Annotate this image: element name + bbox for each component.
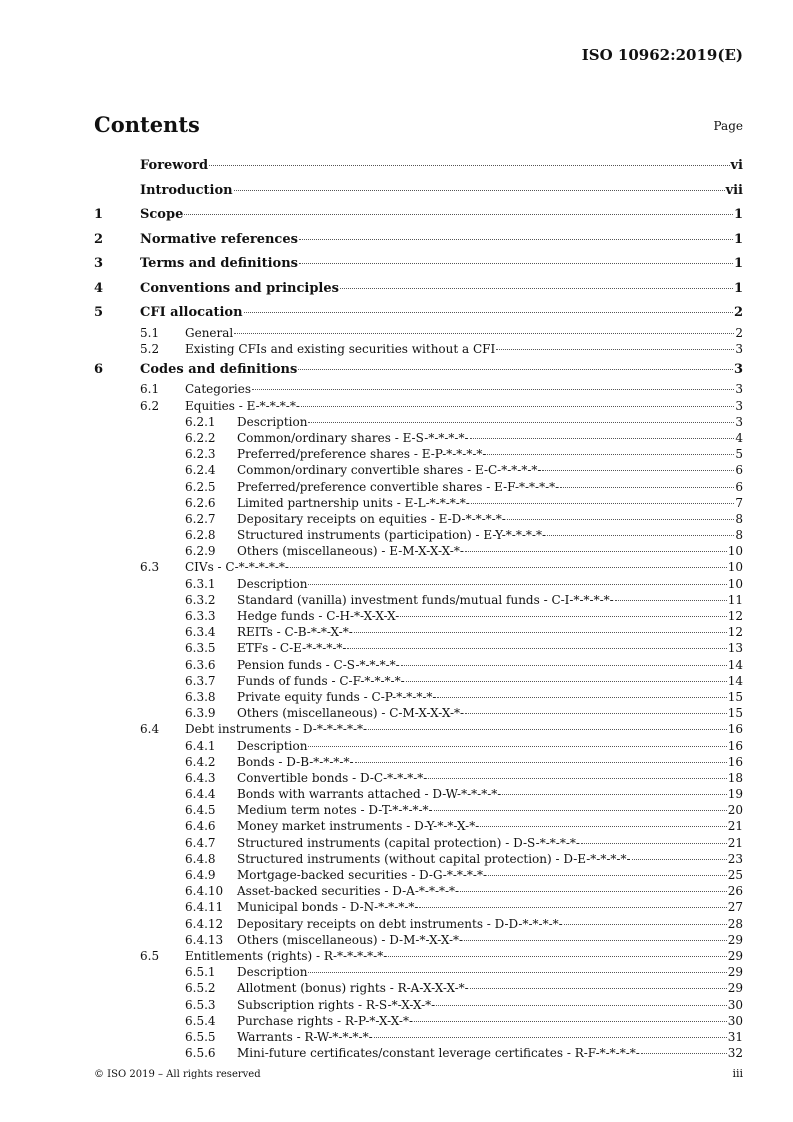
toc-entry-page: 29	[727, 965, 743, 980]
toc-entry[interactable]	[94, 624, 743, 640]
toc-entry-number: 6.4.1	[185, 738, 216, 753]
toc-entry-title: CIVs - C-*-*-*-*-*-	[185, 560, 289, 575]
toc-entry[interactable]	[94, 495, 743, 511]
toc-entry-number: 2	[94, 231, 104, 247]
dot-leader	[470, 988, 727, 989]
toc-entry-page: 16	[727, 738, 743, 753]
toc-entry-title: ETFs - C-E-*-*-*-*-	[237, 641, 347, 656]
dot-leader	[368, 729, 727, 730]
toc-entry-title: Subscription rights - R-S-*-X-X-*-	[237, 997, 436, 1012]
toc-entry-title: Description	[237, 576, 308, 591]
toc-entry[interactable]	[94, 430, 743, 446]
toc-entry-title: Structured instruments (capital protection) - D-S-*-*-*-*-	[237, 835, 580, 850]
dot-leader	[428, 778, 726, 779]
toc-entry[interactable]	[94, 997, 743, 1013]
toc-entry[interactable]	[94, 325, 743, 341]
toc-entry-number: 6.2.7	[185, 511, 216, 526]
toc-entry-title: Codes and definitions	[140, 361, 298, 377]
toc-entry[interactable]	[94, 980, 743, 996]
dot-leader	[406, 681, 727, 682]
dot-leader	[184, 214, 733, 215]
toc-entry-page: 5	[735, 447, 743, 462]
toc-entry[interactable]	[94, 754, 743, 770]
dot-leader	[560, 487, 734, 488]
toc-entry[interactable]	[94, 1013, 743, 1029]
dot-leader	[308, 584, 726, 585]
toc-entry-title: Convertible bonds - D-C-*-*-*-*-	[237, 770, 428, 785]
toc-entry-title: REITs - C-B-*-*-X-*-	[237, 625, 353, 640]
toc-entry-number: 6.4.3	[185, 770, 216, 785]
dot-leader	[502, 794, 726, 795]
dot-leader	[290, 567, 727, 568]
toc-entry-page: 16	[727, 722, 743, 737]
toc-entry-page: 30	[727, 997, 743, 1012]
toc-entry-title: Private equity funds - C-P-*-*-*-*-	[237, 689, 437, 704]
dot-leader	[234, 190, 725, 191]
dot-leader	[401, 665, 727, 666]
toc-entry[interactable]	[94, 657, 743, 673]
toc-entry-title: Debt instruments - D-*-*-*-*-*-	[185, 722, 368, 737]
toc-entry-number: 6.3.5	[185, 641, 216, 656]
toc-entry-number: 6.2.4	[185, 463, 216, 478]
toc-entry-number: 6.2.2	[185, 430, 216, 445]
toc-entry-number: 3	[94, 256, 104, 271]
toc-entry[interactable]	[94, 358, 743, 382]
dot-leader	[581, 843, 727, 844]
toc-entry-page: 10	[727, 544, 743, 559]
toc-entry-page: 4	[735, 430, 743, 445]
dot-leader	[564, 924, 727, 925]
toc-entry-page: 30	[727, 1013, 743, 1028]
toc-entry-title: Introduction	[140, 182, 233, 198]
toc-entry-page: 14	[727, 673, 743, 688]
toc-entry-number: 6.3.6	[185, 657, 216, 672]
toc-entry-title: CFI allocation	[140, 305, 243, 320]
dot-leader	[299, 263, 733, 264]
dot-leader	[354, 632, 727, 633]
toc-entry-page: 2	[733, 305, 743, 320]
toc-entry[interactable]	[94, 301, 743, 325]
contents-heading-row	[94, 112, 743, 140]
toc-entry[interactable]	[94, 277, 743, 301]
toc-entry[interactable]	[94, 576, 743, 592]
dot-leader	[234, 333, 734, 334]
toc-entry-page: 3	[735, 414, 743, 429]
toc-entry[interactable]	[94, 527, 743, 543]
toc-entry[interactable]	[94, 511, 743, 527]
dot-leader	[542, 470, 734, 471]
toc-entry-page: 6	[735, 463, 743, 478]
toc-entry-number: 5.2	[140, 341, 160, 356]
dot-leader	[464, 940, 727, 941]
toc-entry-title: Conventions and principles	[140, 280, 339, 296]
toc-entry-page: 1	[733, 280, 743, 296]
toc-entry-page: 3	[735, 382, 743, 397]
toc-entry-title: Municipal bonds - D-N-*-*-*-*-	[237, 900, 419, 915]
toc-entry-number: 6.3	[140, 560, 160, 575]
toc-entry-page: 7	[735, 495, 743, 510]
toc-entry-number: 6.4.4	[185, 787, 216, 802]
toc-entry-number: 6.4.5	[185, 803, 216, 818]
toc-entry-title: Others (miscellaneous) - D-M-*-X-X-*-	[237, 932, 464, 947]
toc-entry-page: 3	[735, 341, 743, 356]
toc-entry-title: Equities - E-*-*-*-*-	[185, 398, 300, 413]
dot-leader	[437, 697, 726, 698]
toc-entry-page: 25	[727, 868, 743, 882]
dot-leader	[632, 859, 727, 860]
toc-entry[interactable]	[94, 770, 743, 786]
toc-entry-title: General	[185, 325, 234, 340]
toc-entry[interactable]	[94, 705, 743, 721]
toc-entry[interactable]	[94, 381, 743, 397]
toc-entry-page: 14	[727, 657, 743, 672]
toc-entry-title: Medium term notes - D-T-*-*-*-*-	[237, 803, 433, 818]
toc-entry-number: 4	[94, 280, 104, 296]
toc-entry-page: vi	[730, 158, 743, 173]
toc-entry-page: 10	[727, 576, 743, 591]
toc-entry-page: 3	[733, 361, 743, 377]
dot-leader	[465, 551, 727, 552]
dot-leader	[465, 713, 727, 714]
toc-entry[interactable]	[94, 398, 743, 414]
toc-entry-page: 20	[727, 803, 743, 818]
dot-leader	[547, 535, 734, 536]
toc-entry-number: 6.4.11	[185, 900, 224, 915]
toc-entry[interactable]	[94, 228, 743, 252]
toc-entry[interactable]	[94, 446, 743, 462]
toc-entry-number: 6.2.3	[185, 447, 216, 462]
toc-entry-number: 6.2.8	[185, 528, 216, 543]
dot-leader	[436, 1005, 726, 1006]
toc-entry[interactable]	[94, 899, 743, 915]
toc-entry-page: 1	[733, 256, 743, 271]
toc-entry[interactable]	[94, 608, 743, 624]
toc-entry-page: 8	[735, 511, 743, 526]
dot-leader	[488, 875, 727, 876]
toc-entry[interactable]	[94, 462, 743, 478]
toc-entry-title: Structured instruments (without capital protection) - D-E-*-*-*-*-	[237, 851, 631, 866]
toc-entry-page: 29	[727, 932, 743, 947]
toc-entry-page: 12	[727, 625, 743, 640]
toc-entry[interactable]	[94, 559, 743, 575]
toc-entry[interactable]	[94, 818, 743, 834]
toc-entry[interactable]	[94, 883, 743, 899]
toc-entry[interactable]	[94, 689, 743, 705]
toc-entry-page: 32	[727, 1046, 743, 1061]
toc-entry[interactable]	[94, 479, 743, 495]
toc-entry[interactable]	[94, 964, 743, 980]
toc-entry-title: Scope	[140, 207, 184, 222]
toc-entry-title: Hedge funds - C-H-*-X-X-X-	[237, 609, 400, 623]
toc-entry-page: 16	[727, 754, 743, 769]
dot-leader	[252, 389, 734, 390]
toc-entry-number: 6.3.4	[185, 625, 216, 640]
toc-entry-number: 6.3.3	[185, 609, 216, 623]
dot-leader	[308, 422, 734, 423]
toc-entry-title: Standard (vanilla) investment funds/mutual funds - C-I-*-*-*-*-	[237, 592, 614, 607]
toc-entry-number: 6.3.7	[185, 673, 216, 688]
toc-entry-title: Pension funds - C-S-*-*-*-*-	[237, 657, 400, 672]
toc-entry-number: 5.1	[140, 325, 160, 340]
toc-entry-title: Description	[237, 965, 308, 980]
toc-entry-page: 15	[727, 706, 743, 721]
toc-entry-number: 6.5.3	[185, 997, 216, 1012]
dot-leader	[470, 438, 735, 439]
toc-entry-page: 18	[727, 770, 743, 785]
toc-entry-number: 6.4.2	[185, 754, 216, 769]
page-column-label: Page	[713, 119, 743, 133]
toc-entry-page: 31	[727, 1029, 743, 1044]
copyright-notice: © ISO 2019 – All rights reserved	[94, 1069, 261, 1080]
toc-entry[interactable]	[94, 948, 743, 964]
toc-entry-page: 6	[735, 479, 743, 494]
toc-entry[interactable]	[94, 786, 743, 802]
toc-entry-title: Depositary receipts on equities - E-D-*-*-*-*-	[237, 511, 506, 526]
toc-entry[interactable]	[94, 738, 743, 754]
toc-entry-page: 8	[735, 528, 743, 543]
toc-entry[interactable]	[94, 203, 743, 227]
toc-entry-page: vii	[725, 182, 743, 198]
toc-entry-title: Mortgage-backed securities - D-G-*-*-*-*-	[237, 868, 488, 882]
dot-leader	[308, 972, 726, 973]
toc-entry-number: 6.3.1	[185, 576, 216, 591]
toc-entry-number: 6.2.9	[185, 544, 216, 559]
toc-entry-title: Common/ordinary shares - E-S-*-*-*-*-	[237, 430, 469, 445]
toc-entry-title: Existing CFIs and existing securities without a CFI	[185, 341, 496, 356]
toc-entry-number: 6.2	[140, 398, 160, 413]
toc-entry[interactable]	[94, 867, 743, 883]
toc-entry-number: 6.5.2	[185, 981, 216, 996]
toc-entry-title: Bonds - D-B-*-*-*-*-	[237, 754, 354, 769]
toc-entry-page: 19	[727, 787, 743, 802]
toc-entry-title: Bonds with warrants attached - D-W-*-*-*-*-	[237, 787, 502, 802]
toc-entry-number: 6.5.1	[185, 965, 216, 980]
dot-leader	[340, 288, 733, 289]
toc-entry-page: 3	[735, 398, 743, 413]
toc-entry-title: Preferred/preference convertible shares - E-F-*-*-*-*-	[237, 479, 560, 494]
toc-entry[interactable]	[94, 341, 743, 357]
toc-entry-page: 29	[727, 948, 743, 963]
toc-entry-number: 6.4.6	[185, 819, 216, 834]
toc-entry-title: Description	[237, 738, 308, 753]
toc-entry-page: 23	[727, 851, 743, 866]
dot-leader	[460, 891, 727, 892]
dot-leader	[374, 1037, 727, 1038]
toc-entry-title: Common/ordinary convertible shares - E-C-*-*-*-*-	[237, 463, 542, 478]
toc-entry[interactable]	[94, 851, 743, 867]
toc-entry[interactable]	[94, 916, 743, 932]
toc-entry[interactable]	[94, 179, 743, 203]
dot-leader	[471, 503, 734, 504]
toc-entry-number: 6.5	[140, 948, 160, 963]
toc-entry-title: Depositary receipts on debt instruments - D-D-*-*-*-*-	[237, 916, 563, 931]
toc-entry[interactable]	[94, 640, 743, 656]
dot-leader	[299, 239, 733, 240]
toc-entry-number: 6.4.12	[185, 916, 224, 931]
toc-entry-page: 10	[727, 560, 743, 575]
toc-entry-title: Warrants - R-W-*-*-*-*-	[237, 1029, 373, 1044]
toc-entry-page: 26	[727, 884, 743, 899]
toc-entry-number: 6	[94, 361, 104, 377]
toc-entry[interactable]	[94, 1045, 743, 1061]
toc-entry-number: 1	[94, 207, 104, 222]
toc-entry-title: Funds of funds - C-F-*-*-*-*-	[237, 673, 405, 688]
document-code: ISO 10962:2019(E)	[581, 46, 743, 64]
dot-leader	[641, 1053, 727, 1054]
toc-entry-title: Others (miscellaneous) - E-M-X-X-X-*-	[237, 544, 464, 559]
toc-entry-title: Purchase rights - R-P-*-X-X-*-	[237, 1013, 414, 1028]
toc-entry-title: Limited partnership units - E-L-*-*-*-*-	[237, 495, 470, 510]
dot-leader	[480, 826, 726, 827]
toc-entry-number: 6.3.9	[185, 706, 216, 721]
toc-entry[interactable]	[94, 592, 743, 608]
page-number: iii	[732, 1067, 743, 1080]
toc-entry-title: Preferred/preference shares - E-P-*-*-*-*-	[237, 447, 487, 462]
dot-leader	[347, 648, 726, 649]
toc-entry-number: 6.4.13	[185, 932, 224, 947]
dot-leader	[355, 762, 727, 763]
toc-entry-page: 21	[727, 819, 743, 834]
toc-entry-title: Structured instruments (participation) - E-Y-*-*-*-*-	[237, 528, 547, 543]
dot-leader	[615, 600, 727, 601]
toc-entry[interactable]	[94, 154, 743, 178]
dot-leader	[414, 1021, 727, 1022]
toc-entry-page: 21	[727, 835, 743, 850]
dot-leader	[308, 746, 726, 747]
toc-entry-number: 6.5.4	[185, 1013, 216, 1028]
dot-leader	[301, 406, 734, 407]
toc-entry-number: 6.2.5	[185, 479, 216, 494]
toc-entry-page: 13	[727, 641, 743, 656]
toc-entry[interactable]	[94, 1029, 743, 1045]
table-of-contents	[94, 154, 743, 1061]
toc-entry-title: Description	[237, 414, 308, 429]
toc-entry[interactable]	[94, 543, 743, 559]
toc-entry-title: Others (miscellaneous) - C-M-X-X-X-*-	[237, 706, 465, 721]
toc-entry-number: 6.2.1	[185, 414, 216, 429]
toc-entry[interactable]	[94, 252, 743, 276]
toc-entry-number: 5	[94, 305, 104, 320]
dot-leader	[434, 810, 727, 811]
dot-leader	[496, 349, 734, 350]
toc-entry-title: Allotment (bonus) rights - R-A-X-X-X-*-	[237, 981, 469, 996]
dot-leader	[507, 519, 735, 520]
dot-leader	[487, 454, 734, 455]
toc-entry-page: 15	[727, 689, 743, 704]
toc-entry-number: 6.3.8	[185, 689, 216, 704]
dot-leader	[209, 165, 729, 166]
toc-entry-number: 6.3.2	[185, 592, 216, 607]
toc-entry-number: 6.5.6	[185, 1046, 216, 1061]
toc-entry[interactable]	[94, 721, 743, 737]
toc-entry-page: 2	[735, 325, 743, 340]
toc-entry-number: 6.4	[140, 722, 160, 737]
toc-entry-page: 1	[733, 207, 743, 222]
toc-entry[interactable]	[94, 835, 743, 851]
toc-entry-number: 6.4.8	[185, 851, 216, 866]
toc-entry-title: Terms and definitions	[140, 256, 298, 271]
toc-entry[interactable]	[94, 673, 743, 689]
toc-entry-number: 6.1	[140, 382, 160, 397]
toc-entry[interactable]	[94, 414, 743, 430]
toc-entry-page: 27	[727, 900, 743, 915]
dot-leader	[419, 907, 726, 908]
toc-entry-title: Asset-backed securities - D-A-*-*-*-*-	[237, 884, 460, 899]
toc-entry-page: 11	[727, 592, 743, 607]
toc-entry-title: Entitlements (rights) - R-*-*-*-*-*-	[185, 948, 388, 963]
toc-entry-title: Money market instruments - D-Y-*-*-X-*-	[237, 819, 480, 834]
toc-entry-page: 1	[733, 231, 743, 247]
toc-entry-number: 6.5.5	[185, 1029, 216, 1044]
toc-entry-title: Foreword	[140, 158, 209, 173]
page-title: Contents	[94, 112, 200, 137]
toc-entry-title: Mini-future certificates/constant leverage certificates - R-F-*-*-*-*-	[237, 1046, 640, 1061]
dot-leader	[298, 369, 733, 370]
toc-entry-title: Normative references	[140, 231, 298, 247]
toc-entry-number: 6.4.7	[185, 835, 216, 850]
toc-entry[interactable]	[94, 802, 743, 818]
toc-entry-number: 6.2.6	[185, 495, 216, 510]
toc-entry[interactable]	[94, 932, 743, 948]
toc-entry-number: 6.4.9	[185, 868, 216, 882]
toc-entry-page: 29	[727, 981, 743, 996]
dot-leader	[400, 616, 726, 617]
toc-entry-number: 6.4.10	[185, 884, 224, 899]
dot-leader	[388, 956, 726, 957]
toc-entry-page: 12	[727, 609, 743, 623]
toc-entry-page: 28	[727, 916, 743, 931]
toc-entry-title: Categories	[185, 382, 251, 397]
dot-leader	[244, 312, 733, 313]
